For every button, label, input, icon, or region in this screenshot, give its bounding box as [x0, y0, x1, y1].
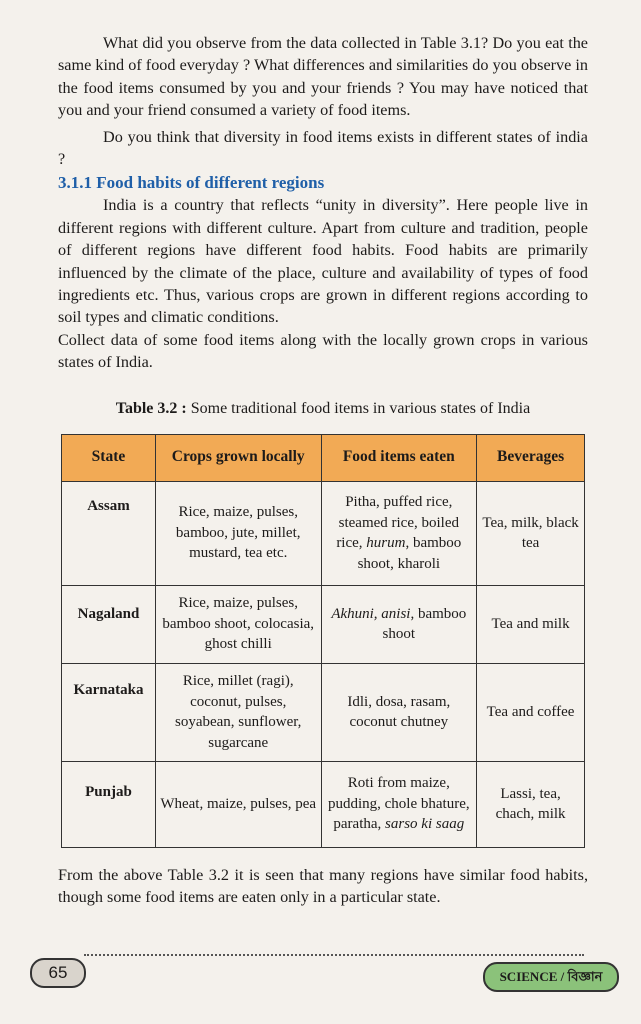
food-items-table	[61, 434, 585, 848]
cell-state: Nagaland	[62, 585, 156, 663]
header-food-items: Food items eaten	[321, 434, 477, 481]
cell-beverages: Tea and milk	[477, 585, 585, 663]
page-content	[58, 32, 588, 909]
table-row	[62, 585, 585, 663]
cell-crops: Wheat, maize, pulses, pea	[155, 761, 321, 847]
table-caption	[58, 398, 588, 420]
paragraph-diversity-question: Do you think that diversity in food items exists in different states of india ?	[58, 127, 588, 169]
table-row	[62, 663, 585, 761]
paragraph-collect-data: Collect data of some food items along with the locally grown crops in various states of India.	[58, 330, 588, 372]
header-crops: Crops grown locally	[155, 434, 321, 481]
cell-food: Idli, dosa, rasam, coconut chutney	[321, 663, 477, 761]
table-caption-label: Table 3.2 :	[115, 399, 187, 417]
cell-crops: Rice, maize, pulses, bamboo, jute, millet, mustard, tea etc.	[155, 481, 321, 585]
paragraph-food-habits: India is a country that reflects “unity in diversity”. Here people live in different regions with different culture. Apart from culture and tradition, people of different regions have different food habits. Food habits are primarily influenced by the climate of the place, culture and availability of types of food ingredients etc. Thus, various crops are grown in different regions according to soil types and climatic conditions.	[58, 196, 588, 327]
table-row	[62, 481, 585, 585]
cell-crops: Rice, maize, pulses, bamboo shoot, colocasia, ghost chilli	[155, 585, 321, 663]
paragraph-intro: What did you observe from the data collected in Table 3.1? Do you eat the same kind of food everyday ? What differences and similarities do you observe in the food items consumed by you and your friends ? You may have noticed that you and your friend consumed a variety of food items.	[58, 34, 588, 120]
header-state: State	[62, 434, 156, 481]
paragraph-conclusion: From the above Table 3.2 it is seen that many regions have similar food habits, though some food items are eaten only in a particular state.	[58, 865, 588, 907]
cell-beverages: Tea, milk, black tea	[477, 481, 585, 585]
cell-food: Roti from maize, pudding, chole bhature, paratha, sarso ki saag	[321, 761, 477, 847]
section-heading: 3.1.1 Food habits of different regions	[58, 173, 325, 193]
cell-beverages: Lassi, tea, chach, milk	[477, 761, 585, 847]
table-caption-text: Some traditional food items in various states of India	[186, 399, 531, 417]
table-header-row	[62, 434, 585, 481]
footer-divider	[84, 954, 584, 956]
header-beverages: Beverages	[477, 434, 585, 481]
page-number: 65	[30, 958, 86, 988]
cell-beverages: Tea and coffee	[477, 663, 585, 761]
table-row	[62, 761, 585, 847]
cell-crops: Rice, millet (ragi), coconut, pulses, soyabean, sunflower, sugarcane	[155, 663, 321, 761]
cell-state: Assam	[62, 481, 156, 585]
subject-badge: SCIENCE / বিজ্ঞান	[483, 962, 619, 992]
cell-food: Pitha, puffed rice, steamed rice, boiled rice, hurum, bamboo shoot, kharoli	[321, 481, 477, 585]
cell-state: Karnataka	[62, 663, 156, 761]
cell-food: Akhuni, anisi, bamboo shoot	[321, 585, 477, 663]
cell-state: Punjab	[62, 761, 156, 847]
